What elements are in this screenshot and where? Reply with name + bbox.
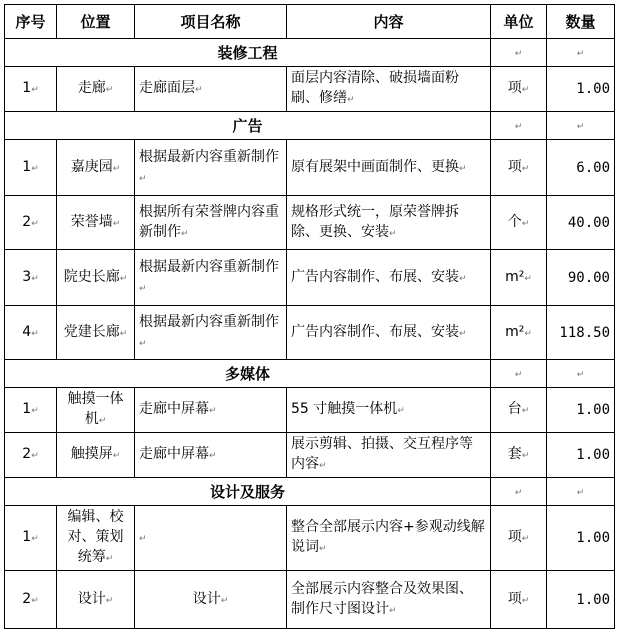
unit-cell (491, 67, 547, 112)
content-cell-text: 规格形式统一，原荣誉牌拆除、更换、安装 (291, 203, 459, 240)
paragraph-mark: ↵ (220, 595, 229, 606)
paragraph-mark: ↵ (105, 554, 114, 564)
content-cell-text: 55 寸触摸一体机 (291, 401, 398, 417)
header-item-name: 项目名称 (135, 5, 287, 39)
unit-cell (491, 388, 547, 433)
quantity-cell (547, 571, 615, 629)
quantity-cell-text: 1.00 (576, 530, 610, 546)
content-cell (287, 306, 491, 360)
paragraph-mark: ↵ (347, 95, 355, 105)
quantity-cell-text: 1.00 (576, 447, 610, 463)
location-cell (57, 306, 135, 360)
paragraph-mark: ↵ (119, 273, 128, 284)
unit-cell (491, 196, 547, 250)
paragraph-mark: ↵ (105, 595, 114, 606)
item-name-cell-text: 根据所有荣誉牌内容重新制作 (139, 203, 279, 240)
paragraph-mark: ↵ (31, 328, 39, 339)
content-cell (287, 250, 491, 306)
location-cell (57, 433, 135, 478)
location-cell-text: 荣誉墙 (70, 213, 113, 230)
location-cell (57, 196, 135, 250)
paragraph-mark: ↵ (521, 534, 530, 544)
seq-cell-text: 4 (22, 323, 32, 340)
unit-cell (491, 306, 547, 360)
item-name-cell (135, 196, 287, 250)
unit-cell-text: m² (505, 323, 525, 340)
content-cell (287, 388, 491, 433)
item-name-cell (135, 388, 287, 433)
unit-cell (491, 250, 547, 306)
item-name-cell (135, 506, 287, 571)
unit-cell (491, 571, 547, 629)
content-cell (287, 571, 491, 629)
paragraph-mark: ↵ (112, 451, 121, 461)
paragraph-mark: ↵ (397, 406, 405, 416)
quantity-cell (547, 140, 615, 196)
empty-cell (547, 360, 615, 388)
item-name-cell (135, 571, 287, 629)
table-row (5, 571, 615, 629)
item-name-cell-text: 走廊中屏幕 (139, 401, 209, 417)
location-cell-text: 党建长廊 (63, 323, 120, 340)
paragraph-mark: ↵ (31, 163, 39, 174)
table-row (5, 506, 615, 571)
seq-cell (5, 67, 57, 112)
item-name-cell (135, 433, 287, 478)
paragraph-mark: ↵ (514, 369, 523, 380)
content-cell-text: 广告内容制作、布展、安装 (291, 323, 459, 340)
quantity-cell-text: 1.00 (576, 81, 610, 97)
header-quantity: 数量 (547, 5, 615, 39)
seq-cell (5, 506, 57, 571)
paragraph-mark: ↵ (139, 283, 147, 294)
header-location: 位置 (57, 5, 135, 39)
content-cell-text: 原有展架中画面制作、更换 (291, 158, 459, 175)
seq-cell-text: 2 (22, 446, 32, 462)
paragraph-mark: ↵ (521, 85, 530, 95)
item-name-cell-text: 根据最新内容重新制作 (139, 313, 279, 330)
paragraph-mark: ↵ (31, 85, 39, 95)
section-title: 多媒体 (5, 360, 491, 388)
content-cell (287, 506, 491, 571)
table-row (5, 306, 615, 360)
content-cell (287, 196, 491, 250)
paragraph-mark: ↵ (105, 85, 114, 95)
unit-cell-text: 项 (507, 158, 522, 175)
paragraph-mark: ↵ (524, 328, 532, 339)
content-cell (287, 140, 491, 196)
seq-cell-text: 3 (22, 268, 32, 285)
paragraph-mark: ↵ (319, 544, 327, 554)
header-unit: 单位 (491, 5, 547, 39)
paragraph-mark: ↵ (112, 218, 121, 229)
item-name-cell-text: 走廊中屏幕 (139, 446, 209, 462)
quantity-cell-text: 1.00 (576, 402, 610, 418)
location-cell (57, 250, 135, 306)
header-content: 内容 (287, 5, 491, 39)
item-name-cell (135, 250, 287, 306)
empty-cell (547, 39, 615, 67)
empty-cell (547, 112, 615, 140)
location-cell (57, 571, 135, 629)
section-row (5, 478, 615, 506)
location-cell-text: 设计 (77, 590, 106, 607)
paragraph-mark: ↵ (31, 406, 39, 416)
quantity-cell-text: 90.00 (567, 269, 610, 286)
location-cell (57, 140, 135, 196)
paragraph-mark: ↵ (389, 228, 397, 239)
item-name-cell (135, 140, 287, 196)
quantity-cell (547, 433, 615, 478)
paragraph-mark: ↵ (514, 487, 523, 498)
quantity-cell-text: 1.00 (576, 591, 610, 608)
unit-cell (491, 433, 547, 478)
location-cell-text: 院史长廊 (63, 268, 120, 285)
section-title: 设计及服务 (5, 478, 491, 506)
empty-cell (491, 478, 547, 506)
content-cell-text: 全部展示内容整合及效果图、制作尺寸图设计 (291, 580, 473, 617)
seq-cell-text: 1 (22, 529, 32, 545)
paragraph-mark: ↵ (209, 406, 217, 416)
unit-cell-text: 项 (507, 529, 522, 545)
quantity-cell (547, 250, 615, 306)
quantity-cell (547, 388, 615, 433)
paragraph-mark: ↵ (524, 273, 532, 284)
seq-cell (5, 196, 57, 250)
paragraph-mark: ↵ (98, 416, 107, 426)
item-name-cell-text: 根据最新内容重新制作 (139, 148, 279, 165)
unit-cell-text: 台 (507, 401, 522, 417)
paragraph-mark: ↵ (389, 605, 397, 616)
paragraph-mark: ↵ (195, 85, 203, 95)
unit-cell (491, 140, 547, 196)
seq-cell (5, 388, 57, 433)
table-row (5, 140, 615, 196)
empty-cell (491, 39, 547, 67)
item-name-cell (135, 67, 287, 112)
seq-cell (5, 571, 57, 629)
paragraph-mark: ↵ (319, 461, 327, 471)
paragraph-mark: ↵ (112, 163, 121, 174)
empty-cell (547, 478, 615, 506)
table-row (5, 196, 615, 250)
paragraph-mark: ↵ (576, 48, 585, 59)
unit-cell (491, 506, 547, 571)
location-cell-text: 触摸一体机 (67, 391, 124, 427)
quotation-table (4, 4, 615, 629)
paragraph-mark: ↵ (139, 173, 147, 184)
unit-cell-text: m² (505, 268, 525, 285)
quantity-cell (547, 196, 615, 250)
location-cell-text: 走廊 (77, 80, 106, 96)
paragraph-mark: ↵ (514, 121, 523, 132)
paragraph-mark: ↵ (521, 595, 530, 606)
paragraph-mark: ↵ (181, 228, 189, 239)
content-cell-text: 整合全部展示内容+参观动线解说词 (291, 519, 485, 555)
location-cell-text: 触摸屏 (70, 446, 113, 462)
paragraph-mark: ↵ (31, 534, 39, 544)
paragraph-mark: ↵ (139, 534, 147, 544)
content-cell-text: 展示剪辑、拍摄、交互程序等内容 (291, 436, 473, 472)
item-name-cell-text: 走廊面层 (139, 80, 195, 96)
header-row (5, 5, 615, 39)
quantity-cell-text: 40.00 (567, 214, 610, 231)
paragraph-mark: ↵ (521, 451, 530, 461)
paragraph-mark: ↵ (139, 338, 147, 349)
paragraph-mark: ↵ (31, 595, 39, 606)
paragraph-mark: ↵ (521, 163, 530, 174)
header-seq: 序号 (5, 5, 57, 39)
paragraph-mark: ↵ (514, 48, 523, 59)
paragraph-mark: ↵ (576, 369, 585, 380)
table-row (5, 433, 615, 478)
location-cell (57, 67, 135, 112)
content-cell (287, 433, 491, 478)
section-row (5, 360, 615, 388)
content-cell (287, 67, 491, 112)
unit-cell-text: 套 (507, 446, 522, 462)
seq-cell-text: 1 (22, 401, 32, 417)
quantity-cell (547, 506, 615, 571)
table-row (5, 250, 615, 306)
paragraph-mark: ↵ (209, 451, 217, 461)
seq-cell (5, 306, 57, 360)
paragraph-mark: ↵ (576, 487, 585, 498)
paragraph-mark: ↵ (31, 273, 39, 284)
paragraph-mark: ↵ (119, 328, 128, 339)
paragraph-mark: ↵ (459, 163, 467, 174)
seq-cell-text: 2 (22, 590, 32, 607)
paragraph-mark: ↵ (521, 218, 530, 229)
unit-cell-text: 个 (507, 213, 522, 230)
seq-cell (5, 250, 57, 306)
content-cell-text: 面层内容清除、破损墙面粉刷、修缮 (291, 70, 459, 106)
quantity-cell-text: 118.50 (559, 324, 610, 341)
paragraph-mark: ↵ (31, 218, 39, 229)
paragraph-mark: ↵ (521, 406, 530, 416)
quantity-cell (547, 306, 615, 360)
paragraph-mark: ↵ (459, 328, 467, 339)
item-name-cell (135, 306, 287, 360)
item-name-cell-text: 设计 (192, 590, 221, 607)
unit-cell-text: 项 (507, 80, 522, 96)
empty-cell (491, 112, 547, 140)
seq-cell (5, 140, 57, 196)
unit-cell-text: 项 (507, 590, 522, 607)
quantity-cell-text: 6.00 (576, 159, 610, 176)
section-title: 广告 (5, 112, 491, 140)
section-row (5, 39, 615, 67)
location-cell (57, 388, 135, 433)
paragraph-mark: ↵ (459, 273, 467, 284)
paragraph-mark: ↵ (576, 121, 585, 132)
location-cell-text: 嘉庚园 (70, 158, 113, 175)
item-name-cell-text: 根据最新内容重新制作 (139, 258, 279, 275)
quantity-cell (547, 67, 615, 112)
seq-cell-text: 1 (22, 158, 32, 175)
section-row (5, 112, 615, 140)
seq-cell-text: 2 (22, 213, 32, 230)
seq-cell-text: 1 (22, 80, 32, 96)
content-cell-text: 广告内容制作、布展、安装 (291, 268, 459, 285)
table-row (5, 388, 615, 433)
empty-cell (491, 360, 547, 388)
table-row (5, 67, 615, 112)
location-cell (57, 506, 135, 571)
location-cell-text: 编辑、校对、策划统筹 (67, 509, 124, 565)
section-title: 装修工程 (5, 39, 491, 67)
paragraph-mark: ↵ (31, 451, 39, 461)
seq-cell (5, 433, 57, 478)
